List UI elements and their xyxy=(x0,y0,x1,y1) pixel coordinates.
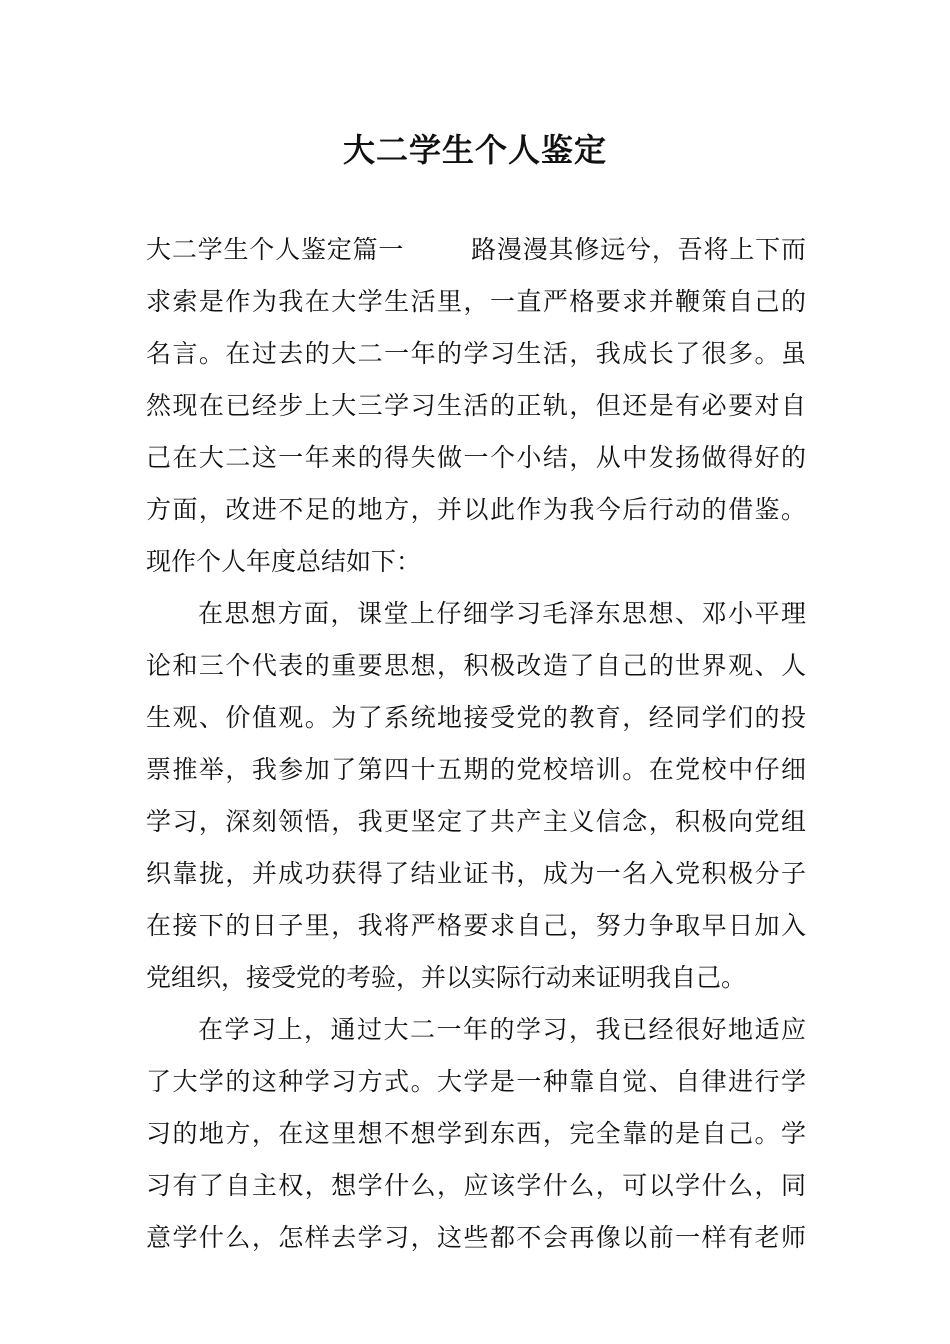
text-line: 学习，深刻领悟，我更坚定了共产主义信念，积极向党组 xyxy=(146,807,806,836)
text-line: 生观、价值观。为了系统地接受党的教育，经同学们的投 xyxy=(146,703,806,732)
document-body xyxy=(146,224,806,1264)
paragraph-first-line: 在思想方面，课堂上仔细学习毛泽东思想、邓小平理 xyxy=(198,599,806,628)
text-line: 票推举，我参加了第四十五期的党校培训。在党校中仔细 xyxy=(146,755,806,784)
text-line: 论和三个代表的重要思想，积极改造了自己的世界观、人 xyxy=(146,651,806,680)
text-line: 名言。在过去的大二一年的学习生活，我成长了很多。虽 xyxy=(146,339,806,368)
text-line: 在接下的日子里，我将严格要求自己，努力争取早日加入 xyxy=(146,911,806,940)
document-title: 大二学生个人鉴定 xyxy=(342,131,607,169)
text-line: 织靠拢，并成功获得了结业证书，成为一名入党积极分子 xyxy=(146,859,806,888)
text-line: 己在大二这一年来的得失做一个小结，从中发扬做得好的 xyxy=(146,443,806,472)
text-line: 然现在已经步上大三学习生活的正轨，但还是有必要对自 xyxy=(146,391,806,420)
text-line: 现作个人年度总结如下： xyxy=(146,547,422,576)
paragraph-first-line: 在学习上，通过大二一年的学习，我已经很好地适应 xyxy=(198,1015,806,1044)
text-line: 习的地方，在这里想不想学到东西，完全靠的是自己。学 xyxy=(146,1119,806,1148)
text-line: 党组织，接受党的考验，并以实际行动来证明我自己。 xyxy=(146,963,747,992)
section-heading: 大二学生个人鉴定篇一 xyxy=(146,235,405,264)
text-line: 求索是作为我在大学生活里，一直严格要求并鞭策自己的 xyxy=(146,287,806,316)
text-line: 意学什么，怎样去学习，这些都不会再像以前一样有老师 xyxy=(146,1223,806,1252)
text-line: 习有了自主权，想学什么，应该学什么，可以学什么，同 xyxy=(146,1171,806,1200)
text-run: 路漫漫其修远兮，吾将上下而 xyxy=(470,235,806,264)
text-line: 了大学的这种学习方式。大学是一种靠自觉、自律进行学 xyxy=(146,1067,806,1096)
text-line: 方面，改进不足的地方，并以此作为我今后行动的借鉴。 xyxy=(146,495,806,524)
text-line xyxy=(146,224,806,276)
